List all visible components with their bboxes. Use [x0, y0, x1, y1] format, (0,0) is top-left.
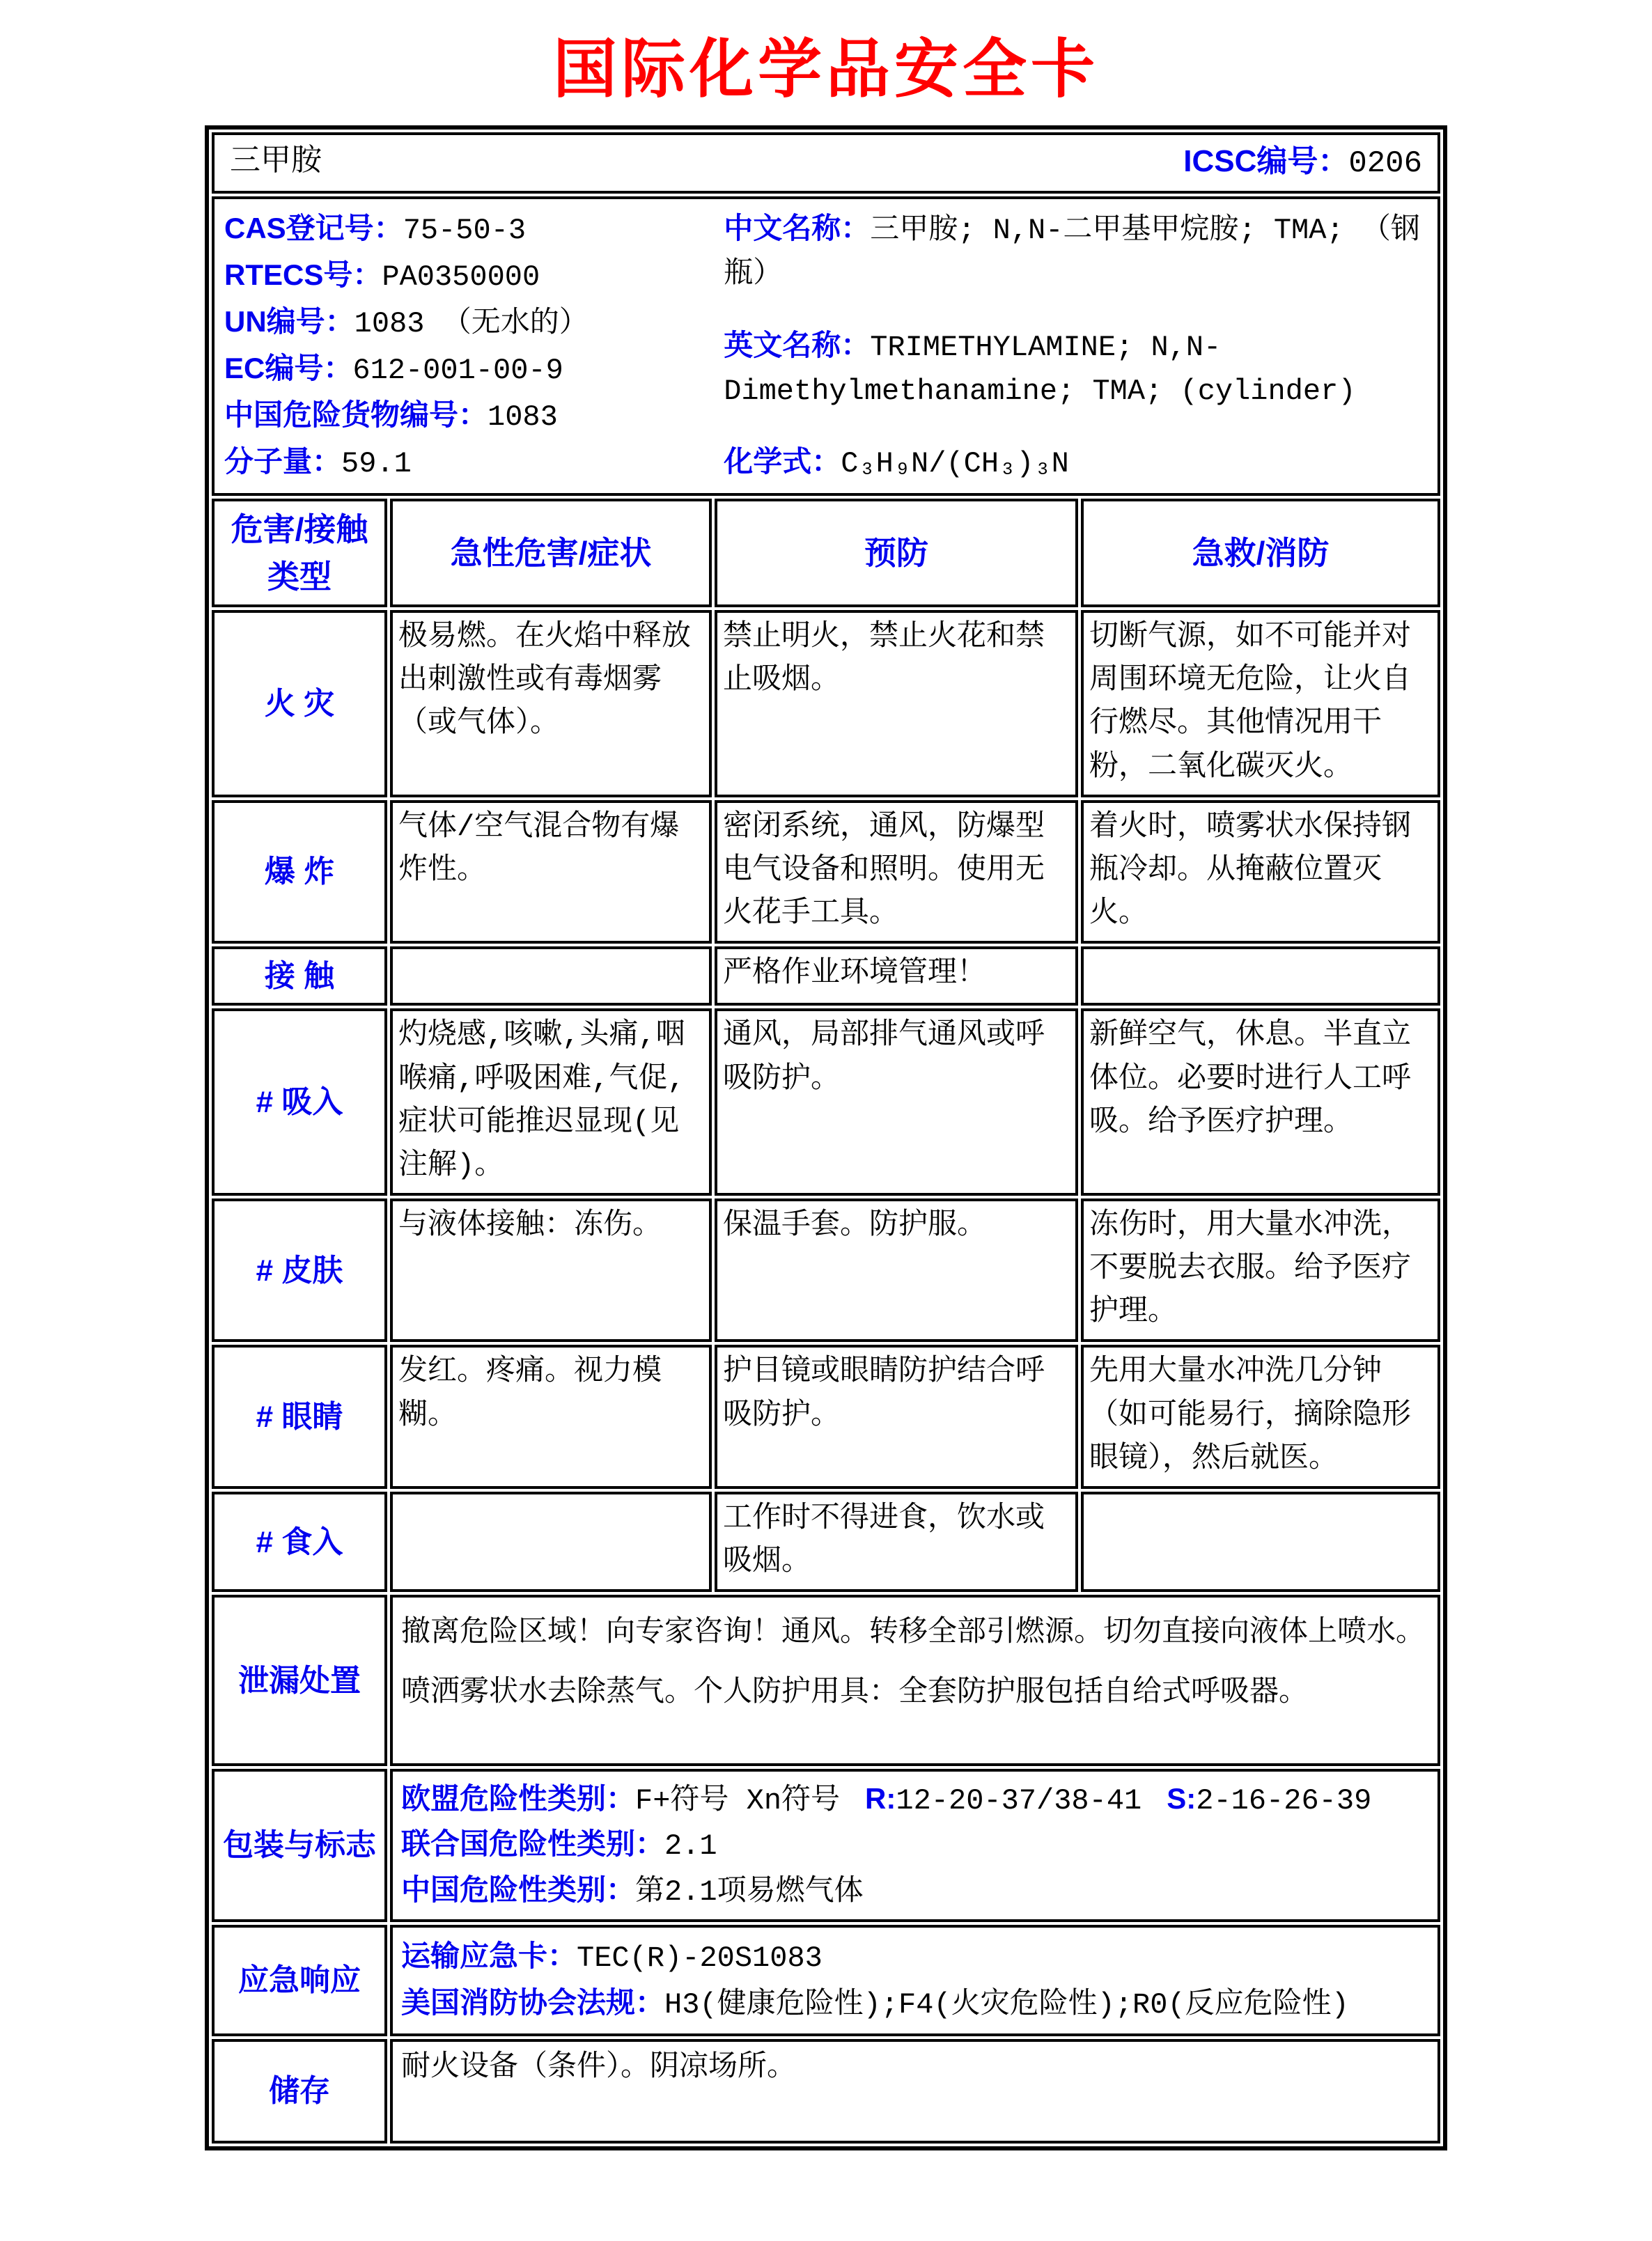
molecular-weight-line — [224, 439, 706, 486]
contact-response-cell — [1081, 946, 1440, 1006]
eu-hazard-class-label: 欧盟危险性类别： — [401, 1782, 636, 1816]
icsc-number — [1183, 139, 1422, 187]
s-phrases-label: S: — [1167, 1782, 1197, 1816]
un-hazard-class-line — [401, 1822, 1429, 1868]
hazard-row-contact — [212, 946, 1440, 1006]
inhalation-label-cell: # 吸入 — [212, 1008, 387, 1196]
contact-symptoms-cell — [390, 946, 712, 1006]
storage-row — [212, 2039, 1440, 2144]
fire-symptoms-cell: 极易燃。在火焰中释放出刺激性或有毒烟雾（或气体）。 — [390, 610, 712, 797]
china-hazard-class-label: 中国危险性类别： — [401, 1873, 636, 1906]
english-name-line — [724, 323, 1428, 414]
header-acute-symptoms: 急性危害/症状 — [390, 499, 712, 607]
header-prevention: 预防 — [715, 499, 1078, 607]
transport-emergency-card-value: TEC(R)-20S1083 — [577, 1941, 823, 1975]
china-dg-number-label: 中国危险货物编号： — [224, 398, 488, 431]
storage-label-cell: 储存 — [212, 2039, 387, 2144]
identification-right-column — [724, 206, 1428, 486]
icsc-number-value: 0206 — [1348, 146, 1422, 182]
hazard-row-fire — [212, 610, 1440, 797]
nfpa-code-value: H3(健康危险性);F4(火灾危险性);R0(反应危险性) — [664, 1988, 1349, 2022]
explosion-response-cell: 着火时，喷雾状水保持钢瓶冷却。从掩蔽位置灭火。 — [1081, 800, 1440, 944]
ec-number-line — [224, 346, 706, 393]
fire-prevention-cell: 禁止明火，禁止火花和禁止吸烟。 — [715, 610, 1078, 797]
rtecs-number-value: PA0350000 — [382, 260, 540, 294]
packaging-labelling-label-cell: 包装与标志 — [212, 1769, 387, 1921]
packaging-labelling-row — [212, 1769, 1440, 1921]
nfpa-code-label: 美国消防协会法规： — [401, 1985, 665, 2019]
emergency-response-label-cell: 应急响应 — [212, 1925, 387, 2036]
fire-response-cell: 切断气源，如不可能并对周围环境无危险，让火自行燃尽。其他情况用干粉，二氧化碳灭火。 — [1081, 610, 1440, 797]
china-dg-number-line — [224, 393, 706, 439]
ingestion-label-cell: # 食入 — [212, 1492, 387, 1592]
un-number-line — [224, 299, 706, 346]
eyes-prevention-cell: 护目镜或眼睛防护结合呼吸防护。 — [715, 1345, 1078, 1488]
nfpa-code-line — [401, 1981, 1429, 2027]
chemical-formula-value: C₃H₉N/(CH₃)₃N — [841, 447, 1069, 481]
contact-prevention-cell: 严格作业环境管理！ — [715, 946, 1078, 1006]
icsc-number-label: ICSC编号： — [1183, 144, 1349, 179]
un-hazard-class-value: 2.1 — [664, 1829, 717, 1864]
ingestion-symptoms-cell — [390, 1492, 712, 1592]
rtecs-number-label: RTECS号： — [224, 258, 382, 291]
cas-number-value: 75-50-3 — [403, 214, 527, 247]
chinese-name-label: 中文名称： — [724, 212, 871, 244]
page-title: 国际化学品安全卡 — [552, 34, 1099, 105]
r-phrases-label: R: — [865, 1782, 896, 1816]
header-firstaid-firefighting: 急救/消防 — [1081, 499, 1440, 607]
s-phrases-value: 2-16-26-39 — [1196, 1784, 1372, 1818]
chemical-formula-line — [724, 439, 1428, 486]
eyes-response-cell: 先用大量水冲洗几分钟（如可能易行，摘除隐形眼镜），然后就医。 — [1081, 1345, 1440, 1488]
chinese-name-value: 三甲胺; N,N-二甲基甲烷胺; TMA; （钢瓶） — [724, 214, 1420, 291]
eu-hazard-class-value: F+符号 Xn符号 — [635, 1784, 841, 1818]
fire-label-cell: 火 灾 — [212, 610, 387, 797]
hazard-row-explosion — [212, 800, 1440, 944]
hazard-row-inhalation — [212, 1008, 1440, 1196]
inhalation-response-cell: 新鲜空气，休息。半直立体位。必要时进行人工呼吸。给予医疗护理。 — [1081, 1008, 1440, 1196]
un-hazard-class-label: 联合国危险性类别： — [401, 1827, 665, 1861]
hazard-row-skin — [212, 1198, 1440, 1342]
transport-emergency-card-label: 运输应急卡： — [401, 1939, 577, 1972]
english-name-label: 英文名称： — [724, 328, 871, 361]
spill-disposal-text-cell: 撤离危险区域！向专家咨询！通风。转移全部引燃源。切勿直接向液体上喷水。喷洒雾状水去除蒸气。个人防护用具：全套防护服包括自给式呼吸器。 — [390, 1595, 1440, 1766]
identification-cell — [212, 196, 1440, 496]
substance-header-cell — [212, 132, 1440, 194]
ingestion-prevention-cell: 工作时不得进食，饮水或吸烟。 — [715, 1492, 1078, 1592]
rtecs-number-line — [224, 253, 706, 299]
storage-text-cell: 耐火设备（条件）。阴凉场所。 — [390, 2039, 1440, 2144]
explosion-symptoms-cell: 气体/空气混合物有爆炸性。 — [390, 800, 712, 944]
emergency-response-content-cell — [390, 1925, 1440, 2036]
emergency-response-row — [212, 1925, 1440, 2036]
eyes-symptoms-cell: 发红。疼痛。视力模糊。 — [390, 1345, 712, 1488]
eu-hazard-class-line — [401, 1777, 1429, 1822]
explosion-label-cell: 爆 炸 — [212, 800, 387, 944]
ec-number-value: 612-001-00-9 — [352, 354, 563, 387]
hazard-row-eyes — [212, 1345, 1440, 1488]
icsc-card — [205, 125, 1447, 2150]
header-hazard-type: 危害/接触类型 — [212, 499, 387, 607]
identification-row — [212, 196, 1440, 496]
transport-emergency-card-line — [401, 1935, 1429, 1980]
china-dg-number-value: 1083 — [488, 400, 558, 434]
skin-label-cell: # 皮肤 — [212, 1198, 387, 1342]
china-hazard-class-line — [401, 1868, 1429, 1914]
english-name-value: TRIMETHYLAMINE; N,N-Dimethylmethanamine; TMA; (cylinder) — [724, 330, 1356, 408]
hazard-row-ingestion — [212, 1492, 1440, 1592]
ingestion-response-cell — [1081, 1492, 1440, 1592]
contact-label-cell: 接 触 — [212, 946, 387, 1006]
cas-number-line — [224, 206, 706, 253]
hazard-table-header-row — [212, 499, 1440, 607]
ec-number-label: EC编号： — [224, 352, 353, 384]
identification-left-column — [224, 206, 706, 486]
skin-response-cell: 冻伤时，用大量水冲洗，不要脱去衣服。给予医疗护理。 — [1081, 1198, 1440, 1342]
china-hazard-class-value: 第2.1项易燃气体 — [635, 1875, 864, 1909]
un-number-label: UN编号： — [224, 305, 354, 338]
chemical-formula-label: 化学式： — [724, 445, 841, 478]
inhalation-symptoms-cell: 灼烧感,咳嗽,头痛,咽喉痛,呼吸困难,气促,症状可能推迟显现(见注解)。 — [390, 1008, 712, 1196]
packaging-labelling-content-cell — [390, 1769, 1440, 1921]
substance-header-row — [212, 132, 1440, 194]
explosion-prevention-cell: 密闭系统，通风，防爆型电气设备和照明。使用无火花手工具。 — [715, 800, 1078, 944]
substance-name: 三甲胺 — [230, 145, 322, 180]
skin-symptoms-cell: 与液体接触：冻伤。 — [390, 1198, 712, 1342]
cas-number-label: CAS登记号： — [224, 212, 403, 244]
molecular-weight-label: 分子量： — [224, 445, 342, 478]
chinese-name-line — [724, 206, 1428, 297]
molecular-weight-value: 59.1 — [341, 447, 412, 481]
inhalation-prevention-cell: 通风，局部排气通风或呼吸防护。 — [715, 1008, 1078, 1196]
eyes-label-cell: # 眼睛 — [212, 1345, 387, 1488]
skin-prevention-cell: 保温手套。防护服。 — [715, 1198, 1078, 1342]
un-number-value: 1083 （无水的） — [354, 307, 589, 341]
spill-disposal-label-cell: 泄漏处置 — [212, 1595, 387, 1766]
r-phrases-value: 12-20-37/38-41 — [896, 1784, 1142, 1818]
spill-disposal-row — [212, 1595, 1440, 1766]
